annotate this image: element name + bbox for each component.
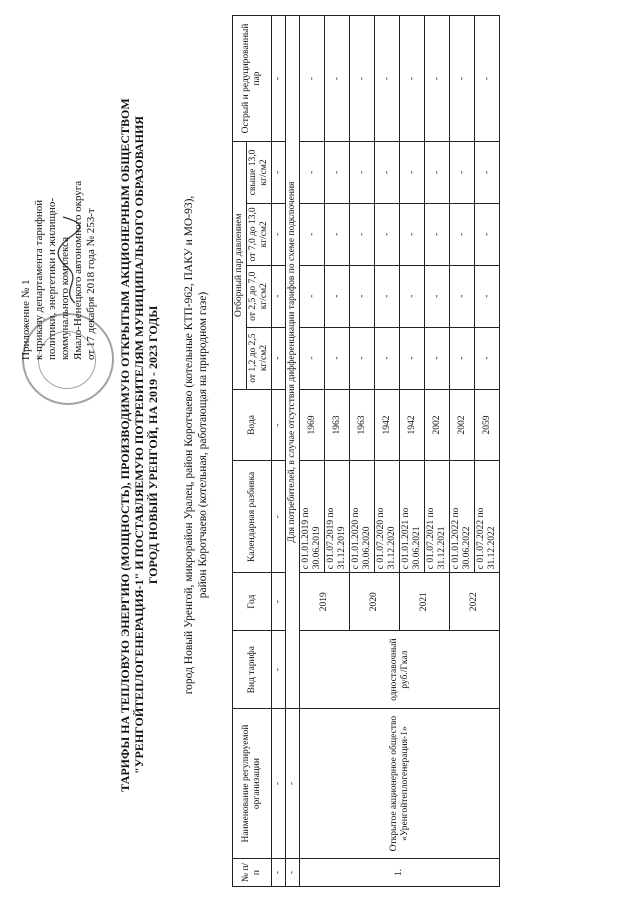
- water-cell: 1969: [300, 389, 325, 461]
- table-cell: -: [475, 327, 500, 389]
- title-line: "УРЕНГОЙТЕПЛОГЕНЕРАЦИЯ-1" И ПОСТАВЛЯЕМУЮ ПОТРЕБИТЕЛЯМ МУНИЦИПАЛЬНОГО ОБРАЗОВАНИЯ: [132, 116, 146, 774]
- table-cell: -: [272, 461, 286, 573]
- title-line: ГОРОД НОВЫЙ УРЕНГОЙ, НА 2019 - 2023 ГОДЫ: [146, 305, 160, 585]
- table-cell: -: [375, 141, 400, 203]
- tariff-type: одноставочный руб./Гкал: [300, 631, 500, 709]
- table-cell: -: [475, 141, 500, 203]
- period-cell: с 01.01.2022 по 30.06.2022: [450, 461, 475, 573]
- table-cell: -: [300, 16, 325, 142]
- header-tariff-type: Вид тарифа: [233, 631, 272, 709]
- table-cell: -: [450, 141, 475, 203]
- table-row: [286, 16, 300, 887]
- table-cell: -: [450, 327, 475, 389]
- table-cell: -: [286, 859, 300, 887]
- table-cell: -: [272, 709, 286, 859]
- table-cell: -: [300, 141, 325, 203]
- header-num: № п/п: [233, 859, 272, 887]
- table-cell: -: [475, 265, 500, 327]
- header-steam-4: свыше 13,0 кг/см2: [247, 141, 272, 203]
- subtitle-line: район Коротчаево (котельная, работающая на природном газе): [197, 291, 209, 599]
- water-cell: 1942: [400, 389, 425, 461]
- table-cell: -: [375, 265, 400, 327]
- table-row: [300, 16, 325, 887]
- header-water: Вода: [233, 389, 272, 461]
- table-cell: -: [300, 203, 325, 265]
- table-cell: -: [400, 265, 425, 327]
- period-cell: с 01.07.2020 по 31.12.2020: [375, 461, 400, 573]
- period-cell: с 01.01.2020 по 30.06.2020: [350, 461, 375, 573]
- appendix-block: [20, 80, 98, 360]
- table-cell: -: [350, 203, 375, 265]
- table-cell: -: [300, 265, 325, 327]
- table-cell: -: [425, 203, 450, 265]
- table-cell: -: [425, 16, 450, 142]
- table-cell: -: [400, 203, 425, 265]
- table-cell: -: [350, 327, 375, 389]
- header-year: Год: [233, 573, 272, 631]
- table-cell: -: [325, 203, 350, 265]
- appendix-line: к приказу департамента тарифной: [33, 199, 45, 360]
- period-cell: с 01.07.2022 по 31.12.2022: [475, 461, 500, 573]
- water-cell: 2059: [475, 389, 500, 461]
- table-cell: -: [272, 265, 286, 327]
- appendix-line: Приложение № 1: [20, 279, 32, 360]
- header-org: Наименование регулируемой организации: [233, 709, 272, 859]
- table-cell: -: [325, 327, 350, 389]
- year-cell: 2022: [450, 573, 500, 631]
- table-cell: -: [272, 203, 286, 265]
- water-cell: 2002: [425, 389, 450, 461]
- header-steam: Отборный пар давлением: [233, 141, 247, 389]
- table-cell: -: [272, 389, 286, 461]
- table-cell: -: [325, 265, 350, 327]
- period-cell: с 01.07.2019 по 31.12.2019: [325, 461, 350, 573]
- year-cell: 2019: [300, 573, 350, 631]
- note-cell: Для потребителей, в случае отсутствия дифференциации тарифов по схеме подключения: [286, 16, 300, 709]
- water-cell: 1963: [325, 389, 350, 461]
- table-cell: -: [325, 16, 350, 142]
- org-name: Открытое акционерное общество «Уренгойтеплогенерация-1»: [300, 709, 500, 859]
- header-sharp-steam: Острый и редуцированный пар: [233, 16, 272, 142]
- header-steam-3: от 7,0 до 13,0 кг/см2: [247, 203, 272, 265]
- table-cell: -: [325, 141, 350, 203]
- tariff-table: [232, 15, 500, 887]
- table-cell: -: [475, 16, 500, 142]
- table-cell: -: [450, 16, 475, 142]
- table-cell: -: [375, 203, 400, 265]
- water-cell: 1942: [375, 389, 400, 461]
- table-cell: -: [425, 327, 450, 389]
- period-cell: с 01.07.2021 по 31.12.2021: [425, 461, 450, 573]
- table-cell: -: [350, 265, 375, 327]
- row-number: 1.: [300, 859, 500, 887]
- table-cell: -: [272, 573, 286, 631]
- table-cell: -: [450, 265, 475, 327]
- appendix-line: коммунального комплекса: [59, 236, 71, 360]
- title-line: ТАРИФЫ НА ТЕПЛОВУЮ ЭНЕРГИЮ (МОЩНОСТЬ), ПРОИЗВОДИМУЮ ОТКРЫТЫМ АКЦИОНЕРНЫМ ОБЩЕСТВОМ: [118, 98, 132, 792]
- year-cell: 2021: [400, 573, 450, 631]
- table-cell: -: [375, 16, 400, 142]
- year-cell: 2020: [350, 573, 400, 631]
- appendix-line: от 17 декабря 2018 года № 253-т: [85, 208, 97, 360]
- table-cell: -: [272, 631, 286, 709]
- header-steam-2: от 2,5 до 7,0 кг/см2: [247, 265, 272, 327]
- table-cell: -: [475, 203, 500, 265]
- water-cell: 2002: [450, 389, 475, 461]
- document-title: [118, 75, 160, 815]
- period-cell: с 01.01.2019 по 30.06.2019: [300, 461, 325, 573]
- header-period: Календарная разбивка: [233, 461, 272, 573]
- water-cell: 1963: [350, 389, 375, 461]
- subtitle-line: город Новый Уренгой, микрорайон Уралец, район Коротчаево (котельные КТП-962, ПАКУ и МО-93),: [183, 195, 195, 695]
- table-cell: -: [300, 327, 325, 389]
- table-cell: -: [350, 16, 375, 142]
- appendix-line: Ямало-Ненецкого автономного округа: [72, 180, 84, 360]
- table-cell: -: [450, 203, 475, 265]
- table-cell: -: [350, 141, 375, 203]
- appendix-line: политики, энергетики и жилищно-: [46, 198, 58, 360]
- table-cell: -: [400, 327, 425, 389]
- table-cell: -: [272, 141, 286, 203]
- table-row: [272, 16, 286, 887]
- table-cell: -: [400, 141, 425, 203]
- table-cell: -: [272, 16, 286, 142]
- header-steam-1: от 1,2 до 2,5 кг/см2: [247, 327, 272, 389]
- period-cell: с 01.01.2021 по 30.06.2021: [400, 461, 425, 573]
- table-cell: -: [272, 859, 286, 887]
- table-cell: -: [286, 709, 300, 859]
- table-cell: -: [400, 16, 425, 142]
- document-subtitle: [182, 75, 210, 815]
- table-cell: -: [425, 265, 450, 327]
- table-cell: -: [425, 141, 450, 203]
- table-cell: -: [272, 327, 286, 389]
- table-cell: -: [375, 327, 400, 389]
